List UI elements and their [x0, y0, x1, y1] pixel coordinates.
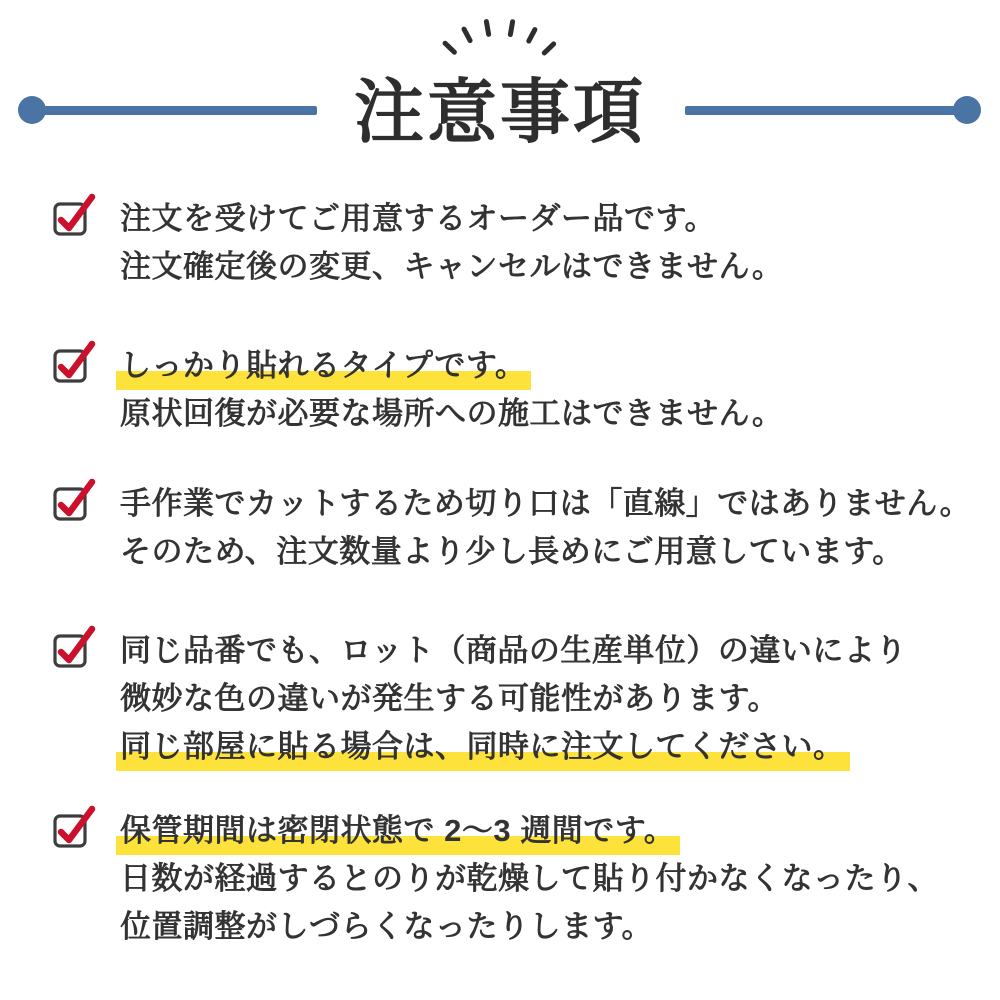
page-title: 注意事項 [354, 73, 646, 151]
checklist-line [120, 723, 907, 771]
checklist-line: そのため、注文数量より少し長めにご用意しています。 [120, 534, 904, 569]
divider-line-right [685, 106, 955, 115]
checklist-line: 微妙な色の違いが発生する可能性があります。 [120, 681, 780, 716]
checkbox-checked-icon [51, 477, 97, 523]
checklist-text [120, 627, 907, 771]
highlighted-text: 同じ部屋に貼る場合は、同時に注文してください。 [116, 723, 850, 771]
highlighted-text: 保管期間は密閉状態で 2～3 週間です。 [116, 807, 680, 855]
checkbox-checked-icon [51, 339, 97, 385]
checklist-line [120, 342, 783, 390]
checklist-line [120, 807, 939, 855]
checklist-line: 注文を受けてご用意するオーダー品です。 [120, 201, 717, 236]
checklist [51, 195, 971, 951]
highlighted-text: しっかり貼れるタイプです。 [116, 342, 531, 390]
checklist-line: 注文確定後の変更、キャンセルはできません。 [120, 249, 784, 284]
checklist-text [120, 480, 971, 576]
checklist-item [51, 627, 971, 771]
checklist-text [120, 195, 783, 291]
checklist-line: 手作業でカットするため切り口は「直線」ではありません。 [120, 486, 972, 521]
checkbox-checked-icon [51, 804, 97, 850]
checklist-item [51, 807, 971, 951]
checkbox-checked-icon [51, 192, 97, 238]
checklist-item [51, 342, 971, 438]
checklist-text [120, 342, 783, 438]
checklist-line: 同じ品番でも、ロット（商品の生産単位）の違いにより [120, 633, 907, 668]
checkbox-checked-icon [51, 624, 97, 670]
checklist-line: 日数が経過するとのりが乾燥して貼り付かなくなったり、 [120, 861, 939, 896]
checklist-item [51, 480, 971, 576]
checklist-line: 位置調整がしづらくなったりします。 [120, 909, 654, 944]
divider-dot-right [953, 96, 981, 124]
checklist-item [51, 195, 971, 291]
checklist-text [120, 807, 939, 951]
checklist-line: 原状回復が必要な場所への施工はできません。 [120, 396, 784, 431]
